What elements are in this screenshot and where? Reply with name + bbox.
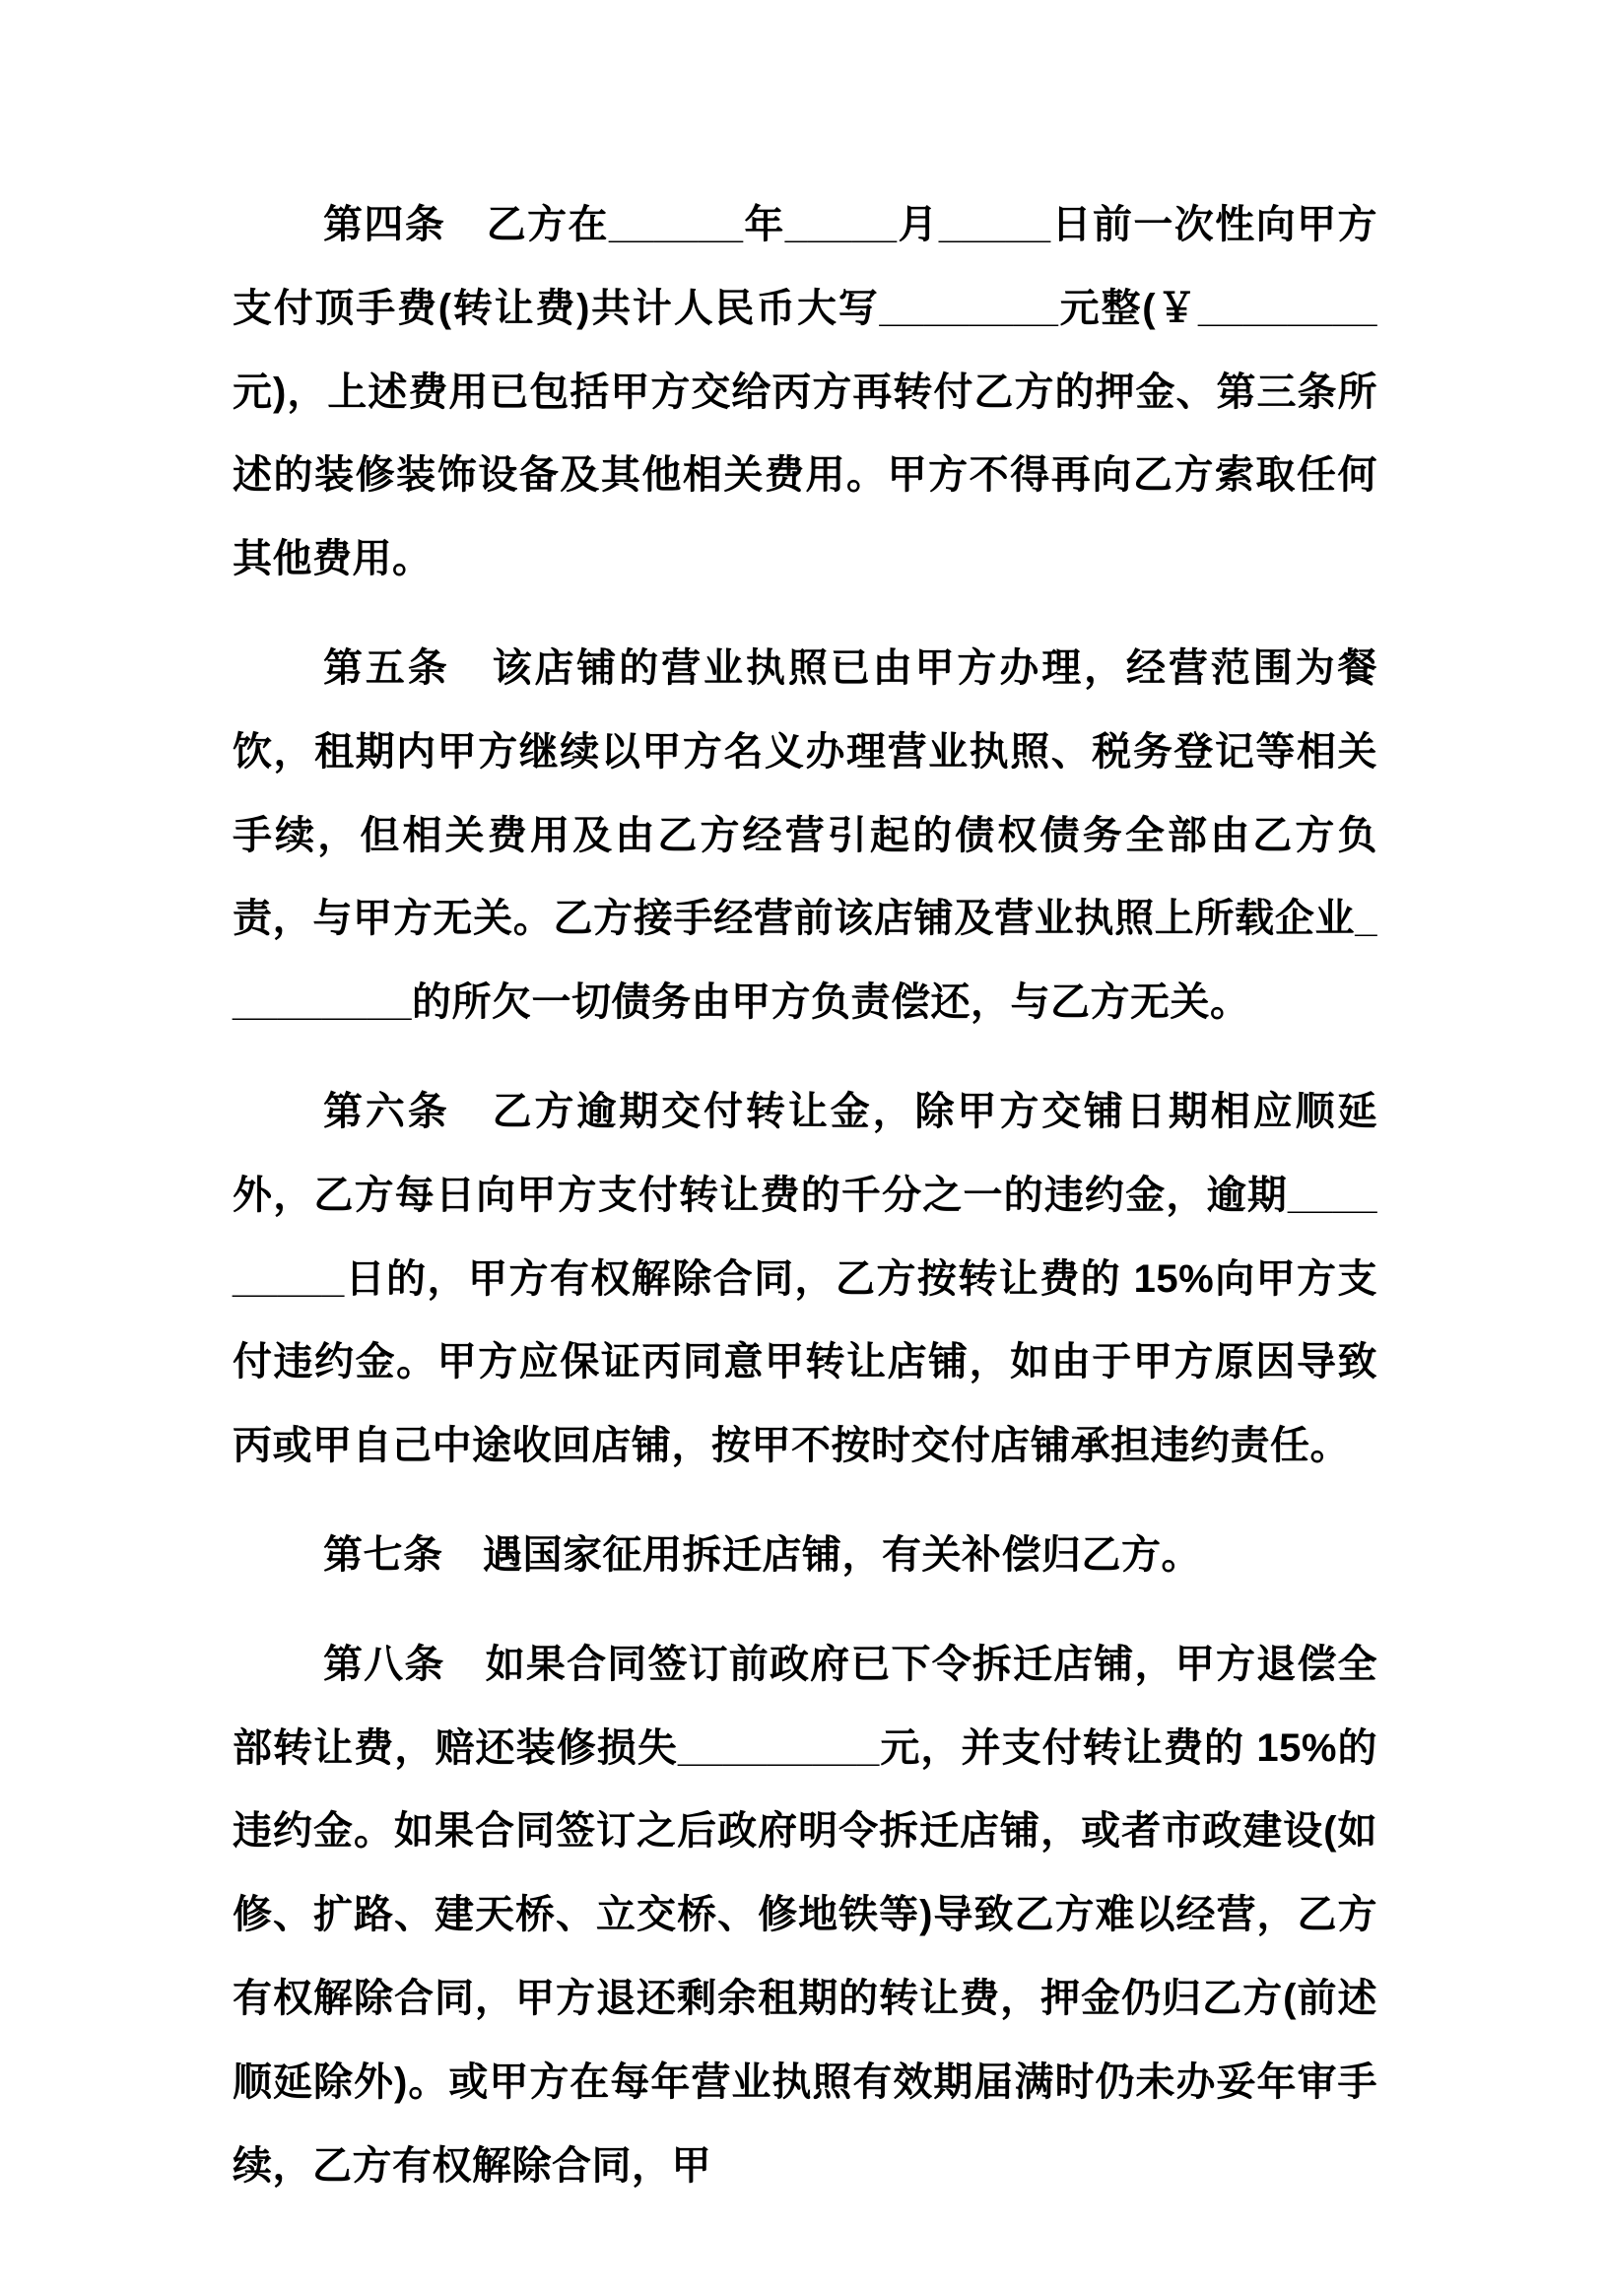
paragraph-clause-6: 第六条 乙方逾期交付转让金，除甲方交铺日期相应顺延外，乙方每日向甲方支付转让费的千分之一的违约金，逾期_________日的，甲方有权解除合同，乙方按转让费的 15%向甲方支付违约金。甲方应保证丙同意甲转让店铺，如由于甲方原因导致丙或甲自己中途收回店铺，按甲不按时交付店铺承担违约责任。 — [233, 1089, 1377, 1468]
paragraph-clause-4: 第四条 乙方在______年_____月_____日前一次性向甲方支付顶手费(转让费)共计人民币大写________元整(￥________ 元)，上述费用已包括甲方交给丙方再转付乙方的押金、第三条所述的装修装饰设备及其他相关费用。甲方不得再向乙方索取任何其他费用。 — [233, 203, 1377, 581]
paragraph-clause-7: 第七条 遇国家征用拆迁店铺，有关补偿归乙方。 — [323, 1532, 1201, 1577]
paragraph-clause-5: 第五条 该店铺的营业执照已由甲方办理，经营范围为餐饮，租期内甲方继续以甲方名义办理营业执照、税务登记等相关手续，但相关费用及由乙方经营引起的债权债务全部由乙方负责，与甲方无关。乙方接手经营前该店铺及营业执照上所载企业_________的所欠一切债务由甲方负责偿还，与乙方无关。 — [233, 645, 1377, 1025]
paragraph-clause-8: 第八条 如果合同签订前政府已下令拆迁店铺，甲方退偿全部转让费，赔还装修损失_________元，并支付转让费的 15%的违约金。如果合同签订之后政府明令拆迁店铺，或者市政建设(如修、扩路、建天桥、立交桥、修地铁等)导致乙方难以经营，乙方有权解除合同，甲方退还剩余租期的转让费，押金仍归乙方(前述顺延除外)。或甲方在每年营业执照有效期届满时仍未办妥年审手续，乙方有权解除合同，甲 — [233, 1642, 1377, 2188]
